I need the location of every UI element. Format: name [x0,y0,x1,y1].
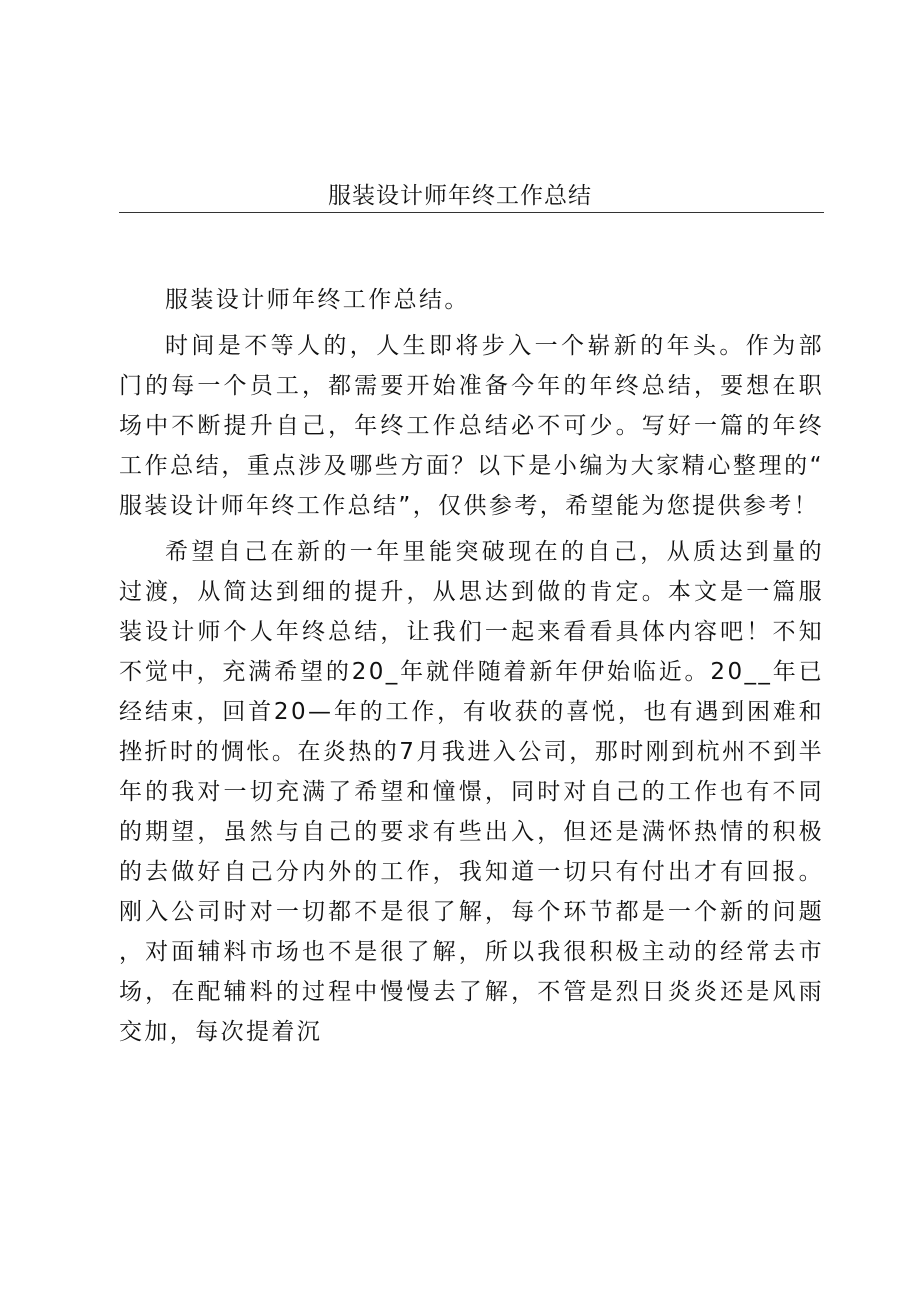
paragraph-intro: 服装设计师年终工作总结。 [165,287,470,313]
title-underline [119,212,824,213]
document-body [119,280,824,1058]
paragraph-main: 希望自己在新的一年里能突破现在的自己，从质达到量的过渡，从简达到细的提升，从思达到做的肯定。本文是一篇服装设计师个人年终总结，让我们一起来看看具体内容吧！不知不觉中，充满希望的20_年就伴随着新年伊始临近。20__年已经结束，回首20—年的工作，有收获的喜悦，也有遇到困难和挫折时的惆怅。在炎热的7月我进入公司，那时刚到杭州不到半年的我对一切充满了希望和憧憬，同时对自己的工作也有不同的期望，虽然与自己的要求有些出入，但还是满怀热情的积极的去做好自己分内外的工作，我知道一切只有付出才有回报。刚入公司时对一切都不是很了解，每个环节都是一个新的问题，对面辅料市场也不是很了解，所以我很积极主动的经常去市场，在配辅料的过程中慢慢去了解，不管是烈日炎炎还是风雨交加，每次提着沉 [119,539,824,1045]
paragraph-preface: 时间是不等人的，人生即将步入一个崭新的年头。作为部门的每一个员工，都需要开始准备今年的年终总结，要想在职场中不断提升自己，年终工作总结必不可少。写好一篇的年终工作总结，重点涉及哪些方面？以下是小编为大家精心整理的“服装设计师年终工作总结”，仅供参考，希望能为您提供参考！ [119,333,824,519]
document-title: 服装设计师年终工作总结 [328,183,592,209]
